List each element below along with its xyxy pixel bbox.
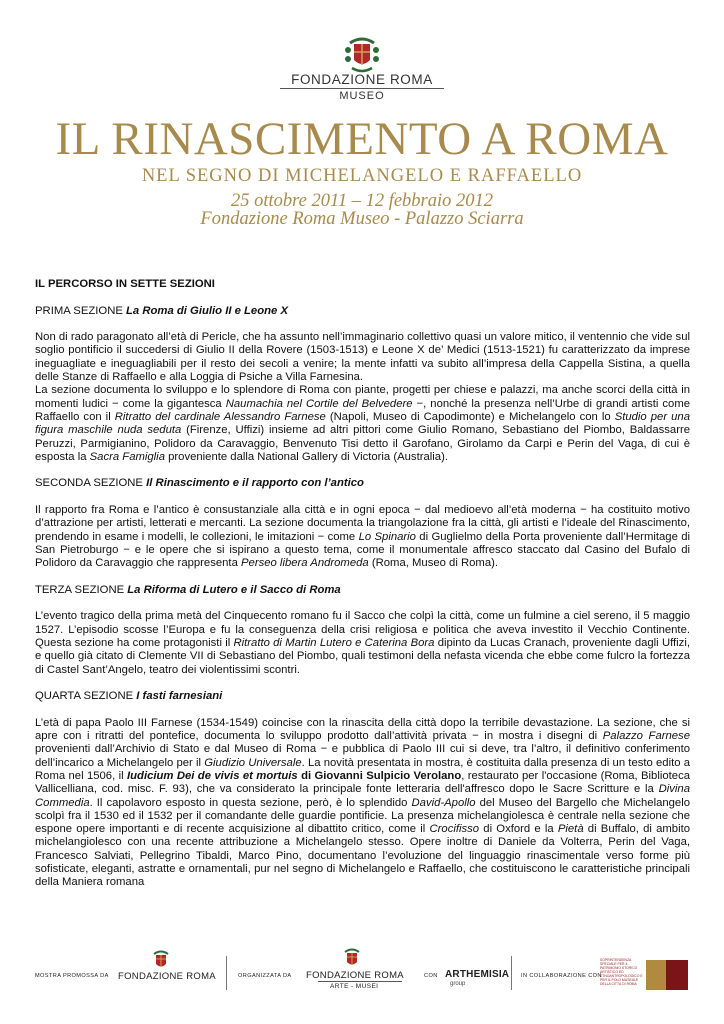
work-title: Iudicium Dei de vivis et mortuis: [127, 769, 298, 782]
text-run: . La novità presentata in mostra, è costituita dalla presenza di un testo edito a Roma nel 1506, il: [35, 756, 690, 782]
work-title: Giudizio Universale: [204, 756, 302, 769]
fondazione-roma-crest-icon: [341, 947, 363, 969]
work-title: Divina Commedia: [35, 783, 690, 809]
text-run: (Roma, Museo di Roma).: [368, 557, 499, 570]
promoted-label: MOSTRA PROMOSSA DA: [35, 973, 109, 979]
paragraph: [35, 717, 690, 890]
soprintendenza-text: SOPRINTENDENZA SPECIALE PER IL PATRIMONIO STORICO ARTISTICO ED ETNOANTROPOLOGICO E PER IL POLO MUSEALE DELLA CITTÀ DI ROMA: [600, 958, 643, 986]
footer-divider: [226, 956, 227, 990]
organized-label: ORGANIZZATA DA: [238, 973, 292, 979]
section-title: La Riforma di Lutero e il Sacco di Roma: [127, 583, 341, 596]
work-title: Naumachia nel Cortile del Belvedere: [225, 397, 413, 410]
soprintendenza-gold-square: [646, 960, 666, 990]
text-run: del Museo del Bargello che Michelangelo scolpì fra il 1530 ed il 1532 per il comandante delle guardie pontificie. La presenza michelangiolesca è centrale nella sezione che espone opere importanti e di recente acquisizione al dibattito critico, come il: [35, 796, 690, 836]
paragraph: [35, 331, 690, 384]
section-heading-2: [35, 477, 690, 490]
text-run: Non di rado paragonato all’età di Pericle, che ha assunto nell’immaginario collettivo quasi un valore mitico, il ventennio che vide sul soglio pontificio il succedersi di Giulio II della Rovere (1503-1513) e Leone X de’ Medici (1513-1521) fu caratterizzato da imprese ineguagliate e ineguagliabili per il resto dei secoli a venire; la mente infatti va subito all’impresa della Cappella Sistina, a quella delle Stanze di Raffaello e alla Loggia di Psiche a Villa Farnesina.: [35, 331, 690, 384]
text-run: Il rapporto fra Roma e l’antico è consustanziale alla città e in ogni epoca − dal medioevo all’età moderna − ha costituito motivo d’attrazione per artisti, letterati e mercanti. La sezione documenta la triangolazione fra la città, gli artisti e l’ideale del Rinascimento, prendendo in esame i modelli, le collezioni, le imitazioni − come: [35, 504, 690, 543]
text-run: . Il capolavoro esposto in questa sezione, però, è lo splendido: [89, 796, 412, 809]
text-run: (Napoli, Museo di Capodimonte) e Michelangelo con lo: [325, 410, 615, 423]
org-name: FONDAZIONE ROMA: [291, 72, 433, 87]
text-run: proveniente dalla National Gallery di Victoria (Australia).: [164, 450, 448, 463]
text-run: di Guglielmo della Porta proveniente dall’Hermitage di San Pietroburgo − e le opere che si ispirano a questo tema, come il monumentale affresco staccato dal Casino del Bufalo di Polidoro da Caravaggio che rappresenta: [35, 530, 690, 570]
promoted-name: FONDAZIONE ROMA: [118, 971, 216, 982]
exhibition-subtitle: NEL SEGNO DI MICHELANGELO E RAFFAELLO: [141, 166, 583, 186]
arthemisia-sub: group: [450, 981, 466, 987]
work-title: Sacra Famiglia: [89, 450, 165, 463]
work-title: Lo Spinario: [358, 530, 416, 543]
fondazione-roma-crest-icon: [343, 34, 381, 74]
work-title: Studio per una figura maschile nuda seduta: [35, 410, 690, 437]
exhibition-title: IL RINASCIMENTO A ROMA: [55, 113, 669, 165]
paragraph: [35, 610, 690, 676]
arthemisia-logo: ARTHEMISIA: [445, 969, 510, 980]
soprintendenza-red-square: [666, 960, 688, 990]
section-label: TERZA SEZIONE: [35, 583, 128, 596]
section-heading-1: [35, 305, 690, 318]
text-run: provenienti dall’Archivio di Stato e dal Museo di Roma − e pubblica di Paolo III cui si deve, tra l’altro, il definitivo conferimento dell’incarico a Michelangelo per il: [35, 743, 690, 769]
section-heading-4: [35, 690, 690, 703]
org-subtitle: MUSEO: [339, 90, 385, 102]
work-title: Pietà: [557, 823, 584, 836]
document-heading: IL PERCORSO IN SETTE SEZIONI: [35, 278, 215, 290]
org-divider: [280, 88, 444, 89]
text-run: (Firenze, Uffizi) insieme ad altri pittori come Giulio Romano, Sebastiano del Piombo, Baldassarre Peruzzi, Parmigianino, Polidoro da Caravaggio, Benvenuto Tisi detto il Garofano, Girolamo da Carpi e Perin del Vaga, di cui è esposta la: [35, 424, 690, 463]
section-label: SECONDA SEZIONE: [35, 477, 147, 490]
text-run: di Buffalo, di ambito michelangiolesco con una recente attribuzione a Michelangelo stesso. Opere inoltre di Daniele da Volterra, Perin del Vaga, Francesco Salviati, Pellegrino Tibaldi, Marco Pino, documentano l’evoluzione del linguaggio rinascimentale verso forme più sofisticate, eleganti, astratte e ornamentali, pur nel segno di Michelangelo e Raffaello, che costituiscono le caratteristiche principali della Maniera romana: [35, 823, 690, 889]
text-run: −, nonché la presenza nell’Urbe di grandi artisti come Raffaello con il: [35, 397, 691, 423]
section-title: I fasti farnesiani: [136, 690, 223, 703]
work-title: Ritratto di Martin Lutero e Caterina Bora: [233, 637, 435, 650]
text-run: , restaurato per l'occasione (Roma, Biblioteca Vallicelliana, cod. misc. F. 93), che va considerato la principale fonte letteraria dell'affresco dopo le Sacre Scritture e la: [35, 769, 690, 796]
section-title: Il Rinascimento e il rapporto con l’antico: [146, 477, 364, 490]
text-run: L’evento tragico della prima metà del Cinquecento romano fu il Sacco che colpì la città, come un fulmine a ciel sereno, il 5 maggio 1527. L’episodio scosse l’Europa e fu la conseguenza della crisi religiosa e politica che aveva investito il Vecchio Continente. Questa sezione ha come protagonisti il: [35, 610, 690, 650]
organized-sub: ARTE - MUSEI: [330, 983, 379, 990]
work-title: Crocifisso: [429, 823, 480, 836]
work-title: Perseo libera Andromeda: [241, 557, 369, 570]
section-heading-3: [35, 584, 690, 597]
collab-label: IN COLLABORAZIONE CON: [521, 973, 602, 979]
text-run: dipinto da Lucas Cranach, proveniente dagli Uffizi, e quello già citato di Clemente VII di Sebastiano del Piombo, quali testimoni della nefasta vicenda che ebbe come fulcro la fortezza di Castel Sant’Angelo, teatro dei violentissimi scontri.: [35, 637, 690, 676]
document-body: [35, 278, 690, 903]
section-label: QUARTA SEZIONE: [35, 690, 137, 703]
con-label: CON: [424, 973, 438, 979]
footer-divider: [511, 956, 512, 990]
work-title: Palazzo Farnese: [602, 730, 690, 743]
text-run: L’età di papa Paolo III Farnese (1534-1549) coincise con la rinascita della città dopo la terribile devastazione. La sezione, che si apre con i ritratti del pontefice, documenta lo sviluppo prodotto dall’attività privata − in mostra i disegni di: [35, 716, 690, 743]
work-title: Ritratto del cardinale Alessandro Farnese: [114, 410, 326, 423]
section-label: PRIMA SEZIONE: [35, 304, 127, 317]
text-run: La sezione documenta lo sviluppo e lo splendore di Roma con piante, progetti per chiese e palazzi, ma anche scorci della città in momenti ludici − come la gigantesca: [35, 384, 690, 410]
author-name: di Giovanni Sulpicio Verolano: [297, 769, 462, 782]
fondazione-roma-crest-icon: [150, 949, 172, 971]
exhibition-venue: Fondazione Roma Museo - Palazzo Sciarra: [200, 209, 524, 229]
paragraph: [35, 504, 690, 570]
exhibition-dates: 25 ottobre 2011 – 12 febbraio 2012: [230, 191, 494, 211]
sponsor-footer: [0, 944, 724, 1004]
paragraph: [35, 384, 690, 464]
organized-name: FONDAZIONE ROMA: [306, 970, 404, 981]
section-title: La Roma di Giulio II e Leone X: [126, 304, 288, 317]
soprintendenza-logo: [600, 958, 688, 992]
text-run: di Oxford e la: [479, 823, 558, 836]
footer-rule: [318, 981, 402, 982]
work-title: David-Apollo: [411, 796, 476, 809]
